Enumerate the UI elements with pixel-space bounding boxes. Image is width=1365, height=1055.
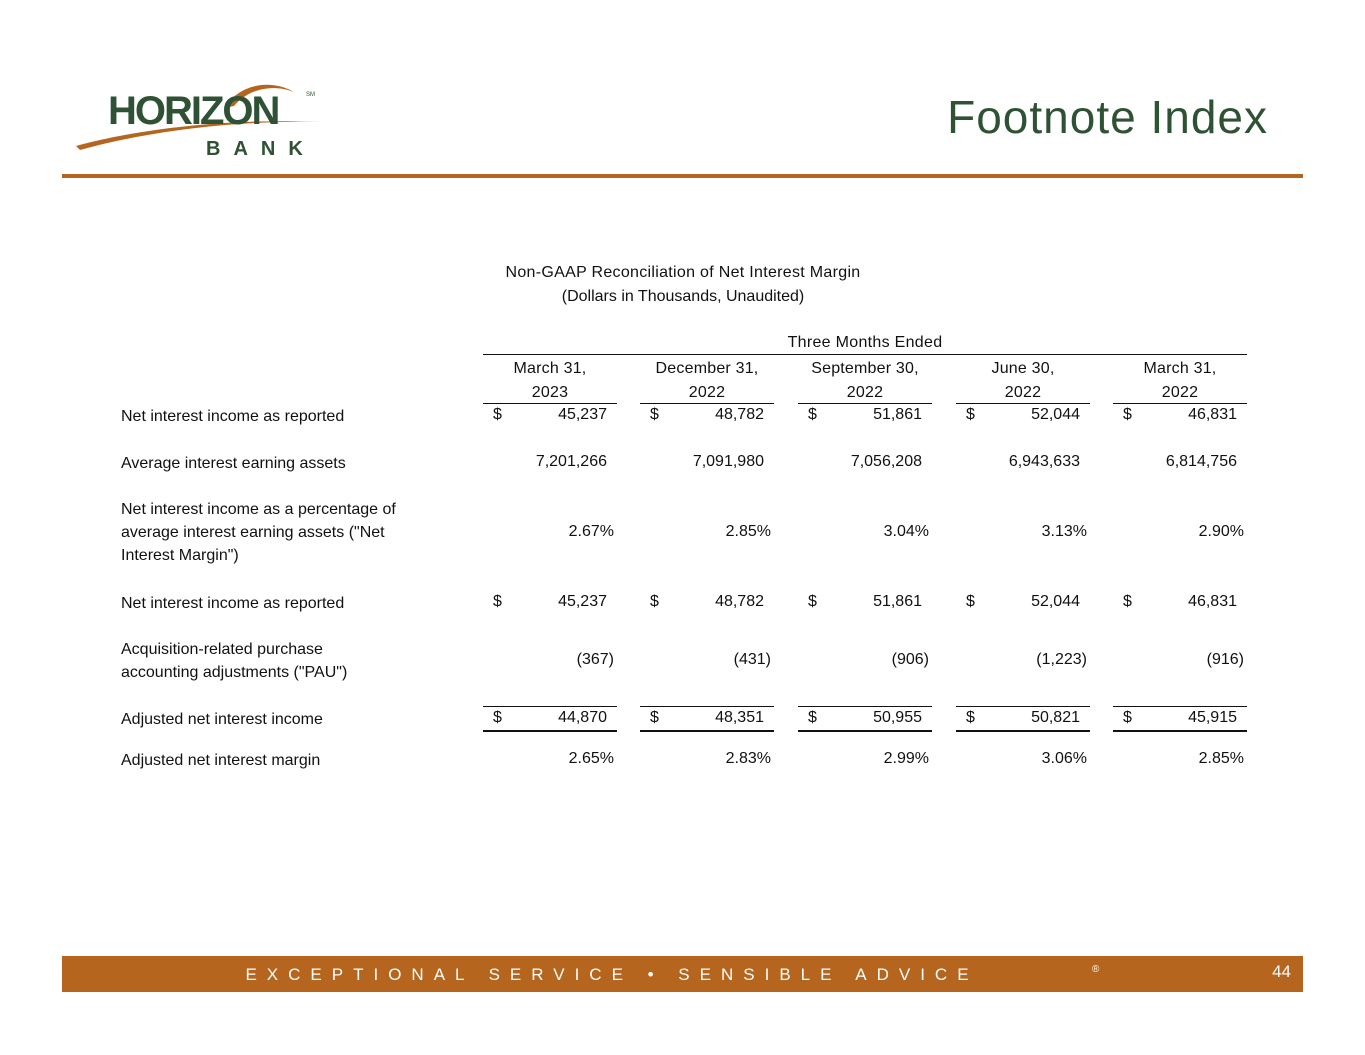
table-cell — [798, 406, 932, 428]
cell-value: 2.90% — [1198, 523, 1244, 540]
cell-value: 2.85% — [1198, 750, 1244, 767]
table-cell — [1113, 453, 1247, 475]
cell-value: (916) — [1206, 651, 1244, 668]
cell-value: 52,044 — [1031, 406, 1080, 423]
column-header — [1113, 357, 1247, 405]
cell-value: 45,237 — [558, 406, 607, 423]
currency-symbol: $ — [1123, 709, 1132, 726]
total-rule — [640, 730, 774, 732]
table-cell — [483, 651, 617, 673]
column-header-line2: 2022 — [1004, 384, 1042, 401]
cell-value: 50,955 — [873, 709, 922, 726]
table-cell — [798, 523, 932, 545]
row-label-line: Interest Margin") — [121, 547, 239, 564]
table-cell — [956, 750, 1090, 772]
row-label-line: average interest earning assets ("Net — [121, 524, 385, 541]
period-header: Three Months Ended — [787, 334, 943, 351]
table-cell — [1113, 651, 1247, 673]
cell-value: 46,831 — [1188, 406, 1237, 423]
currency-symbol: $ — [808, 709, 817, 726]
table-cell — [1113, 523, 1247, 545]
subtotal-rule — [640, 706, 774, 707]
cell-value: 52,044 — [1031, 593, 1080, 610]
column-header — [956, 357, 1090, 405]
svg-text:SM: SM — [306, 92, 315, 98]
column-header-line1: March 31, — [1143, 360, 1217, 377]
row-label-line: Net interest income as a percentage of — [121, 501, 396, 518]
table-title: Non-GAAP Reconciliation of Net Interest Margin — [505, 264, 861, 281]
column-header-line1: June 30, — [991, 360, 1055, 377]
table-cell — [483, 709, 617, 731]
cell-value: 48,782 — [715, 406, 764, 423]
cell-value: 50,821 — [1031, 709, 1080, 726]
table-cell — [483, 523, 617, 545]
column-header-rule — [798, 403, 932, 404]
currency-symbol: $ — [966, 709, 975, 726]
table-cell — [640, 593, 774, 615]
currency-symbol: $ — [808, 593, 817, 610]
row-label: Adjusted net interest income — [121, 711, 323, 728]
cell-value: 6,943,633 — [1008, 453, 1080, 470]
table-cell — [1113, 750, 1247, 772]
cell-value: 2.65% — [568, 750, 614, 767]
column-header-rule — [483, 403, 617, 404]
column-header-rule — [640, 403, 774, 404]
table-cell — [640, 651, 774, 673]
table-subtitle: (Dollars in Thousands, Unaudited) — [561, 288, 805, 305]
currency-symbol: $ — [1123, 593, 1132, 610]
column-header — [798, 357, 932, 405]
cell-value: 7,056,208 — [850, 453, 922, 470]
cell-value: (367) — [576, 651, 614, 668]
table-cell — [956, 593, 1090, 615]
currency-symbol: $ — [808, 406, 817, 423]
cell-value: 45,915 — [1188, 709, 1237, 726]
row-label — [121, 638, 461, 684]
column-header-rule — [1113, 403, 1247, 404]
horizon-bank-logo — [74, 80, 324, 160]
registered-mark: ® — [1092, 964, 1100, 975]
table-cell — [956, 709, 1090, 731]
subtotal-rule — [483, 706, 617, 707]
table-cell — [1113, 406, 1247, 428]
row-label — [121, 498, 461, 567]
table-cell — [798, 593, 932, 615]
page-title: Footnote Index — [947, 91, 1268, 143]
currency-symbol: $ — [493, 709, 502, 726]
table-cell — [798, 651, 932, 673]
row-label: Average interest earning assets — [121, 455, 346, 472]
cell-value: (906) — [891, 651, 929, 668]
total-rule — [798, 730, 932, 732]
period-header-rule — [483, 354, 1247, 355]
table-cell — [956, 651, 1090, 673]
currency-symbol: $ — [966, 593, 975, 610]
row-label: Net interest income as reported — [121, 408, 345, 425]
cell-value: 3.04% — [883, 523, 929, 540]
column-header-line2: 2022 — [1161, 384, 1199, 401]
cell-value: 51,861 — [873, 593, 922, 610]
total-rule — [483, 730, 617, 732]
cell-value: 2.67% — [568, 523, 614, 540]
page-number: 44 — [1272, 962, 1291, 981]
currency-symbol: $ — [493, 406, 502, 423]
currency-symbol: $ — [493, 593, 502, 610]
table-cell — [483, 453, 617, 475]
cell-value: 46,831 — [1188, 593, 1237, 610]
currency-symbol: $ — [966, 406, 975, 423]
table-cell — [483, 593, 617, 615]
column-header-line1: December 31, — [655, 360, 759, 377]
subtotal-rule — [798, 706, 932, 707]
column-header — [640, 357, 774, 405]
row-label: Adjusted net interest margin — [121, 752, 321, 769]
table-cell — [640, 523, 774, 545]
cell-value: 7,201,266 — [535, 453, 607, 470]
cell-value: 2.83% — [725, 750, 771, 767]
column-header-line2: 2023 — [531, 384, 569, 401]
table-cell — [1113, 593, 1247, 615]
total-rule — [956, 730, 1090, 732]
logo-wordmark: HORIZON — [108, 89, 279, 133]
table-cell — [956, 523, 1090, 545]
currency-symbol: $ — [650, 593, 659, 610]
cell-value: (1,223) — [1036, 651, 1087, 668]
subtotal-rule — [956, 706, 1090, 707]
table-cell — [640, 709, 774, 731]
cell-value: 3.13% — [1041, 523, 1087, 540]
table-cell — [798, 709, 932, 731]
table-cell — [798, 750, 932, 772]
column-header-line1: September 30, — [811, 360, 919, 377]
cell-value: 44,870 — [558, 709, 607, 726]
table-cell — [798, 453, 932, 475]
row-label: Net interest income as reported — [121, 595, 345, 612]
cell-value: 2.85% — [725, 523, 771, 540]
cell-value: 2.99% — [883, 750, 929, 767]
cell-value: 6,814,756 — [1165, 453, 1237, 470]
svg-text:BANK: BANK — [206, 138, 316, 160]
currency-symbol: $ — [650, 406, 659, 423]
total-rule — [1113, 730, 1247, 732]
footer-tagline: EXCEPTIONAL SERVICE • SENSIBLE ADVICE — [245, 965, 979, 984]
cell-value: 45,237 — [558, 593, 607, 610]
column-header — [483, 357, 617, 405]
table-cell — [640, 453, 774, 475]
subtotal-rule — [1113, 706, 1247, 707]
currency-symbol: $ — [650, 709, 659, 726]
row-label-line: Acquisition-related purchase — [121, 641, 323, 658]
table-cell — [640, 406, 774, 428]
cell-value: 48,782 — [715, 593, 764, 610]
table-cell — [640, 750, 774, 772]
cell-value: 3.06% — [1041, 750, 1087, 767]
table-cell — [483, 750, 617, 772]
currency-symbol: $ — [1123, 406, 1132, 423]
cell-value: 48,351 — [715, 709, 764, 726]
cell-value: 51,861 — [873, 406, 922, 423]
cell-value: (431) — [733, 651, 771, 668]
column-header-rule — [956, 403, 1090, 404]
column-header-line2: 2022 — [688, 384, 726, 401]
row-label-line: accounting adjustments ("PAU") — [121, 664, 348, 681]
table-cell — [956, 453, 1090, 475]
header-divider — [62, 174, 1303, 178]
column-header-line1: March 31, — [513, 360, 587, 377]
table-cell — [956, 406, 1090, 428]
table-cell — [483, 406, 617, 428]
table-cell — [1113, 709, 1247, 731]
column-header-line2: 2022 — [846, 384, 884, 401]
cell-value: 7,091,980 — [692, 453, 764, 470]
